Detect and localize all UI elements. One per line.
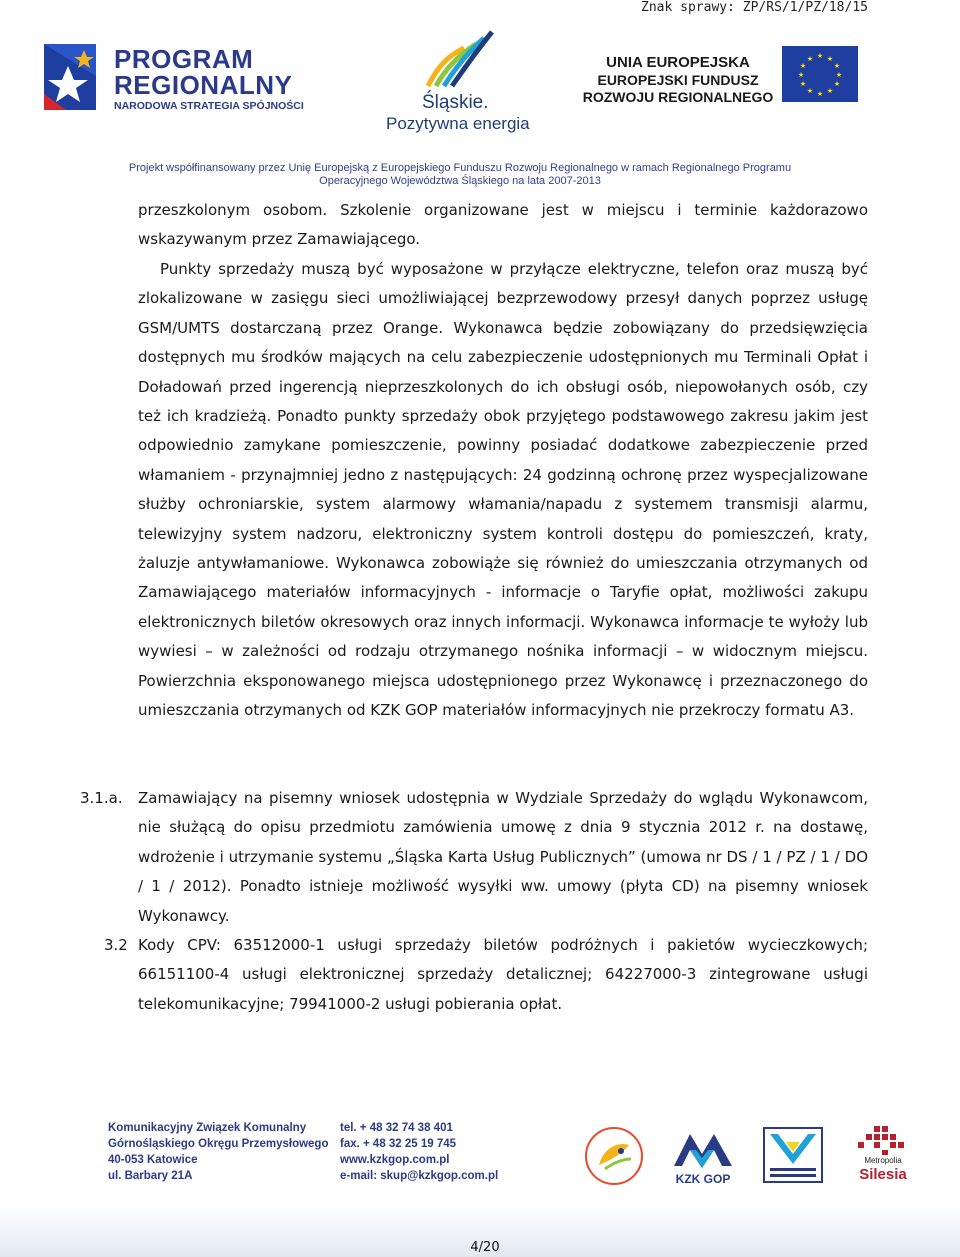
footer-city: 40-053 Katowice bbox=[108, 1154, 198, 1166]
paragraph-training: przeszkolonym osobom. Szkolenie organizowane jest w miejscu i terminie każdorazowo wskazywanym przez Zamawiającego. bbox=[138, 201, 868, 249]
footer-contact bbox=[340, 1120, 498, 1184]
svg-text:★: ★ bbox=[833, 62, 841, 70]
metropolia-label: Metropolia bbox=[864, 1156, 902, 1165]
slaskie-waves-icon bbox=[418, 26, 498, 92]
slaskie-name: Śląskie. bbox=[422, 92, 489, 113]
svg-text:★: ★ bbox=[816, 52, 824, 60]
paragraph-points-of-sale bbox=[138, 255, 868, 726]
footer-street: ul. Barbary 21A bbox=[108, 1170, 193, 1182]
kzk-gop-label: KZK GOP bbox=[675, 1172, 731, 1186]
cofinancing-line1: Projekt współfinansowany przez Unię Europejską z Europejskiego Funduszu Rozwoju Regionalnego w ramach Regionalnego Programu bbox=[128, 162, 792, 174]
svg-text:★: ★ bbox=[833, 80, 841, 88]
svg-text:★: ★ bbox=[826, 87, 834, 95]
metropolia-silesia-logo bbox=[848, 1124, 916, 1188]
program-flag-icon bbox=[38, 36, 108, 118]
slaska-karta-logo bbox=[583, 1125, 645, 1187]
footer-email-link[interactable]: e-mail: skup@kzkgop.com.pl bbox=[340, 1170, 499, 1182]
item-3-1-a-text: Zamawiający na pisemny wniosek udostępnia w Wydziale Sprzedaży do wglądu Wykonawcom, nie służącą do opisu przedmiotu zamówienia umowę z dnia 9 stycznia 2012 r. na dostawę, wdrożenie i utrzymanie systemu „Śląska Karta Usług Publicznych” (umowa nr DS / 1 / PZ / 1 / DO / 1 / 2012). Ponadto istnieje możliwość wysyłki ww. umowy (płyta CD) na pisemny wniosek Wykonawcy. bbox=[138, 789, 868, 925]
kzk-gop-logo bbox=[668, 1126, 738, 1188]
footer-fax: fax. + 48 32 25 19 745 bbox=[340, 1138, 457, 1150]
svg-text:★: ★ bbox=[799, 62, 807, 70]
footer-org-line1: Komunikacyjny Związek Komunalny bbox=[108, 1122, 307, 1134]
svg-text:★: ★ bbox=[835, 71, 843, 79]
svg-text:★: ★ bbox=[797, 71, 805, 79]
slaskie-logo bbox=[378, 26, 538, 136]
slaskie-tagline: Pozytywna energia bbox=[386, 114, 530, 133]
footer-phone: tel. + 48 32 74 38 401 bbox=[340, 1122, 453, 1134]
silesia-cross-icon bbox=[848, 1124, 916, 1156]
svg-text:★: ★ bbox=[806, 55, 814, 63]
item-number-3-2: 3.2 bbox=[104, 936, 128, 954]
eu-fund-line1: EUROPEJSKI FUNDUSZ bbox=[597, 72, 759, 88]
cofinancing-note bbox=[110, 162, 810, 188]
eu-fund-line2: ROZWOJU REGIONALNEGO bbox=[582, 89, 774, 105]
strategy-subtitle: NARODOWA STRATEGIA SPÓJNOŚCI bbox=[114, 100, 304, 112]
eu-logo bbox=[582, 42, 872, 112]
item-3-2-text: Kody CPV: 63512000-1 usługi sprzedaży biletów podróżnych i pakietów wycieczkowych; 66151100-4 usługi elektronicznej sprzedaży detalicznej; 64227000-3 zintegrowane usługi telekomunikacyjne; 79941000-2 usługi pobierania opłat. bbox=[138, 936, 868, 1013]
eu-title: UNIA EUROPEJSKA bbox=[606, 54, 750, 71]
regionalny-word: REGIONALNY bbox=[114, 70, 293, 100]
page-number: 4/20 bbox=[470, 1240, 500, 1255]
program-regionalny-logo bbox=[38, 32, 338, 132]
footer-org-line2: Górnośląskiego Okręgu Przemysłowego bbox=[108, 1138, 329, 1150]
svg-text:★: ★ bbox=[806, 87, 814, 95]
item-number-3-1-a: 3.1.a. bbox=[80, 789, 123, 807]
kzk-gop-mark-icon bbox=[668, 1126, 738, 1172]
svg-text:★: ★ bbox=[826, 55, 834, 63]
gzm-logo bbox=[760, 1124, 826, 1186]
cofinancing-line2: Operacyjnego Województwa Śląskiego na lata 2007-2013 bbox=[319, 175, 601, 187]
document-reference: Znak sprawy: ZP/RS/1/PZ/18/15 bbox=[641, 0, 868, 15]
footer-website-link[interactable]: www.kzkgop.com.pl bbox=[340, 1154, 450, 1166]
svg-text:★: ★ bbox=[816, 90, 824, 98]
points-of-sale-text: Punkty sprzedaży muszą być wyposażone w przyłącze elektryczne, telefon oraz muszą być zlokalizowane w zasięgu sieci umożliwiającej bezprzewodowy przesył danych poprzez usługę GSM/UMTS dostarczaną przez Orange. Wykonawca będzie zobowiązany do przedsięwzięcia dostępnych mu środków mających na celu zabezpieczenie udostępnionych mu Terminali Opłat i Doładowań przed ingerencją nieprzeszkolonych do ich obsługi osób, niepowołanych osób, czy też ich kradzieżą. Ponadto punkty sprzedaży obok przyjętego podstawowego zakresu jakim jest odpowiednio zamykane pomieszczenie, powinny posiadać dodatkowe zabezpieczenie przed włamaniem - przynajmniej jedno z następujących: 24 godzinną ochronę przez wyspecjalizowane służby ochroniarskie, system alarmowy włamania/napadu z systemem transmisji alarmu, telewizyjny system nadzoru, elektroniczny system kontroli dostępu do pomieszczeń, kraty, żaluzje antywłamaniowe. Wykonawca zobowiąże się również do umieszczania otrzymanych od Zamawiającego materiałów informacyjnych - informacje o Taryfie opłat, możliwości zakupu elektronicznych biletów okresowych oraz innych informacji. Wykonawca informacje te wyłoży lub wywiesi – w zależności od rodzaju otrzymanego nośnika informacji – w widocznym miejscu. Powierzchnia eksponowanego miejsca udostępnionego przez Wykonawcę i przeznaczonego do umieszczania otrzymanych od KZK GOP materiałów informacyjnych nie przekroczy formatu A3. bbox=[138, 260, 868, 720]
footer-address bbox=[108, 1120, 328, 1184]
eu-flag-icon bbox=[782, 46, 858, 102]
program-word: PROGRAM bbox=[114, 44, 254, 74]
svg-text:★: ★ bbox=[799, 80, 807, 88]
silesia-label: Silesia bbox=[859, 1166, 907, 1183]
